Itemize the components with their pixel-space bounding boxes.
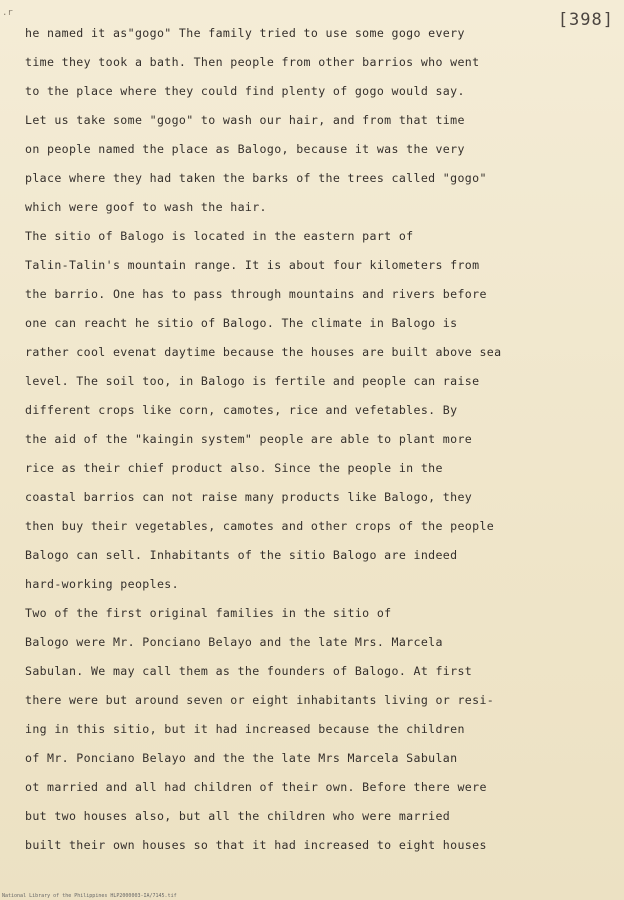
text-line: place where they had taken the barks of the trees called "gogo" <box>25 171 487 185</box>
text-line: which were goof to wash the hair. <box>25 200 267 214</box>
text-line: built their own houses so that it had increased to eight houses <box>25 838 487 852</box>
text-line: Balogo can sell. Inhabitants of the sitio Balogo are indeed <box>25 548 458 562</box>
archive-footer: National Library of the Philippines HLP2000003-IA/7145.tif <box>2 893 177 899</box>
text-line: but two houses also, but all the children who were married <box>25 809 451 823</box>
body-text <box>25 22 600 863</box>
text-line: Balogo were Mr. Ponciano Belayo and the late Mrs. Marcela <box>25 635 443 649</box>
text-line: he named it as"gogo" The family tried to use some gogo every <box>25 26 465 40</box>
text-line: Sabulan. We may call them as the founders of Balogo. At first <box>25 664 473 678</box>
text-line: level. The soil too, in Balogo is fertile and people can raise <box>25 374 480 388</box>
text-line: coastal barrios can not raise many products like Balogo, they <box>25 490 473 504</box>
text-line: to the place where they could find plenty of gogo would say. <box>25 84 465 98</box>
text-line: the aid of the "kaingin system" people are able to plant more <box>25 432 473 446</box>
text-line: the barrio. One has to pass through mountains and rivers before <box>25 287 487 301</box>
text-line: time they took a bath. Then people from other barrios who went <box>25 55 480 69</box>
text-line: Talin-Talin's mountain range. It is about four kilometers from <box>25 258 480 272</box>
text-line: on people named the place as Balogo, because it was the very <box>25 142 465 156</box>
text-line: ing in this sitio, but it had increased because the children <box>25 722 465 736</box>
text-line: The sitio of Balogo is located in the eastern part of <box>25 229 414 243</box>
text-line: rather cool evenat daytime because the houses are built above sea <box>25 345 502 359</box>
text-line: hard-working peoples. <box>25 577 179 591</box>
text-line: ot married and all had children of their own. Before there were <box>25 780 487 794</box>
text-line: then buy their vegetables, camotes and other crops of the people <box>25 519 495 533</box>
text-line: Let us take some "gogo" to wash our hair, and from that time <box>25 113 465 127</box>
text-line: of Mr. Ponciano Belayo and the the late Mrs Marcela Sabulan <box>25 751 458 765</box>
text-line: one can reacht he sitio of Balogo. The climate in Balogo is <box>25 316 458 330</box>
margin-mark: .r <box>2 8 13 18</box>
text-line: there were but around seven or eight inhabitants living or resi- <box>25 693 495 707</box>
page-number: [398] <box>557 10 614 30</box>
text-line: rice as their chief product also. Since the people in the <box>25 461 443 475</box>
text-line: different crops like corn, camotes, rice and vefetables. By <box>25 403 458 417</box>
text-line: Two of the first original families in the sitio of <box>25 606 392 620</box>
